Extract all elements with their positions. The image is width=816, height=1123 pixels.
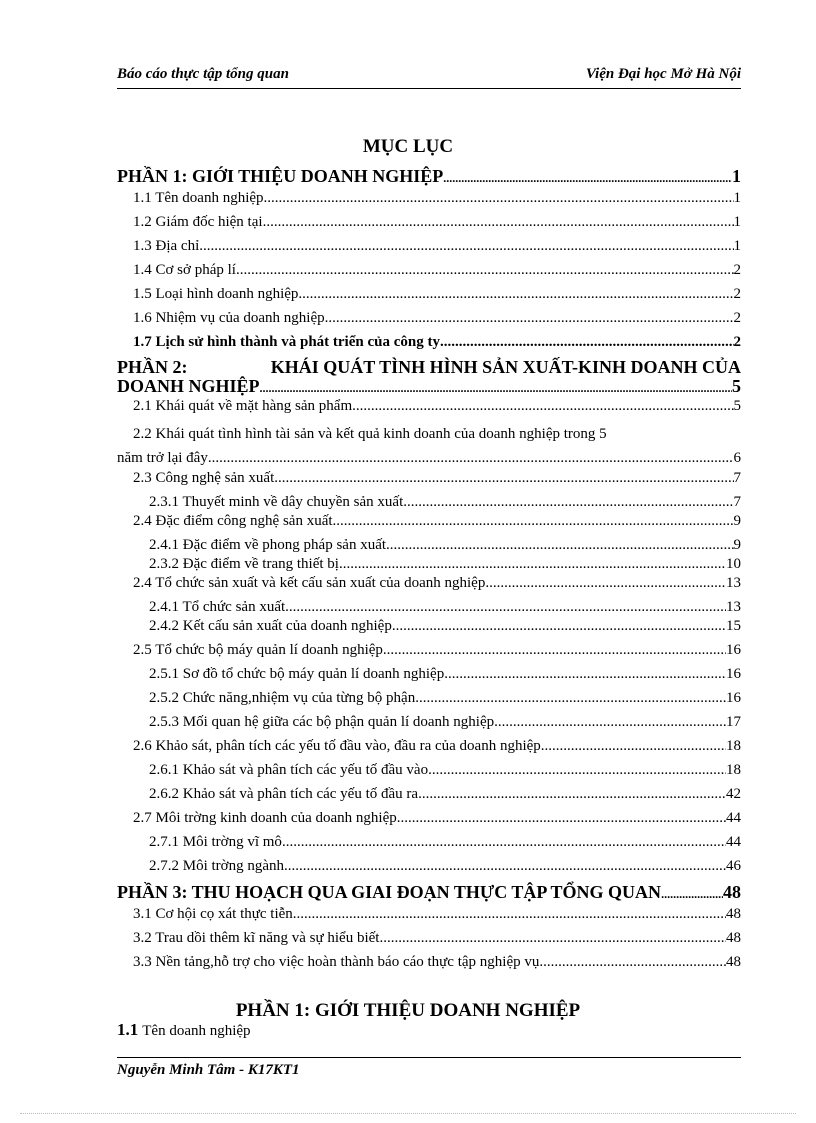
toc-item-2-6[interactable]: 2.6 Khảo sát, phân tích các yếu tố đầu vào, đầu ra của doanh nghiệp ..... 18: [117, 738, 741, 762]
section-heading: PHẦN 1: GIỚI THIỆU DOANH NGHIỆP: [235, 1000, 581, 1021]
toc-item-1-5[interactable]: 1.5 Loại hình doanh nghiệp ..... 2: [117, 286, 741, 310]
toc-item-2-5-2[interactable]: 2.5.2 Chức năng,nhiệm vụ của từng bộ phận ..... 16: [117, 690, 741, 714]
toc-item-2-6-1[interactable]: 2.6.1 Khảo sát và phân tích các yếu tố đầu vào ..... 18: [117, 762, 741, 786]
toc-item-2-4-1[interactable]: 2.4.1 Đặc điểm về phong pháp sản xuất ..... 9: [117, 537, 741, 556]
page-header: [117, 66, 741, 89]
toc-item-2-3-2[interactable]: 2.3.2 Đặc điểm về trang thiết bị ..... 10: [117, 556, 741, 575]
subsection-heading: [117, 1020, 251, 1040]
table-of-contents: [117, 166, 741, 978]
toc-item-2-7[interactable]: 2.7 Môi trờng kinh doanh của doanh nghiệp ..... 44: [117, 810, 741, 834]
toc-item-2-7-1[interactable]: 2.7.1 Môi trờng vĩ mô ..... 44: [117, 834, 741, 858]
subsection-text: Tên doanh nghiệp: [142, 1023, 251, 1039]
toc-item-2-4-2[interactable]: 2.4.2 Kết cấu sản xuất của doanh nghiệp ..... 15: [117, 618, 741, 642]
toc-item-2-6-2[interactable]: 2.6.2 Khảo sát và phân tích các yếu tố đầu ra ..... 42: [117, 786, 741, 810]
toc-item-2-5[interactable]: 2.5 Tổ chức bộ máy quản lí doanh nghiệp ..... 16: [117, 642, 741, 666]
toc-part-2[interactable]: PHẦN 2: KHÁI QUÁT TÌNH HÌNH SẢN XUẤT-KINH DOANH CỦA DOANH NGHIỆP ..... 5: [117, 358, 741, 398]
page-boundary: [20, 1113, 796, 1114]
toc-item-2-7-2[interactable]: 2.7.2 Môi trờng ngành ..... 46: [117, 858, 741, 882]
toc-item-2-2[interactable]: 2.2 Khái quát tình hình tài sản và kết quả kinh doanh của doanh nghiệp trong 5 năm trở lại đây ..... 6: [117, 422, 741, 470]
toc-part-1[interactable]: PHẦN 1: GIỚI THIỆU DOANH NGHIỆP ..... 1: [117, 166, 741, 190]
toc-item-1-7[interactable]: 1.7 Lịch sử hình thành và phát triển của công ty ..... 2: [117, 334, 741, 358]
toc-item-1-2[interactable]: 1.2 Giám đốc hiện tại ..... 1: [117, 214, 741, 238]
toc-item-2-3[interactable]: 2.3 Công nghệ sản xuất ..... 7: [117, 470, 741, 494]
toc-item-1-4[interactable]: 1.4 Cơ sở pháp lí ..... 2: [117, 262, 741, 286]
toc-item-2-5-1[interactable]: 2.5.1 Sơ đồ tổ chức bộ máy quản lí doanh nghiệp ..... 16: [117, 666, 741, 690]
toc-item-2-4[interactable]: 2.4 Đặc điểm công nghệ sản xuất ..... 9: [117, 513, 741, 537]
toc-item-3-1[interactable]: 3.1 Cơ hội cọ xát thực tiễn ..... 48: [117, 906, 741, 930]
toc-item-2-1[interactable]: 2.1 Khái quát về mặt hàng sản phẩm ..... 5: [117, 398, 741, 422]
toc-item-2-4b[interactable]: 2.4 Tổ chức sản xuất và kết cấu sản xuất của doanh nghiệp ..... 13: [117, 575, 741, 599]
toc-item-1-1[interactable]: 1.1 Tên doanh nghiệp ..... 1: [117, 190, 741, 214]
toc-title: MỤC LỤC: [362, 136, 454, 157]
toc-item-2-3-1[interactable]: 2.3.1 Thuyết minh về dây chuyền sản xuất ..... 7: [117, 494, 741, 513]
page-footer: Nguyễn Minh Tâm - K17KT1: [117, 1062, 300, 1078]
toc-item-2-4-1b[interactable]: 2.4.1 Tổ chức sản xuất ..... 13: [117, 599, 741, 618]
toc-item-1-3[interactable]: 1.3 Địa chỉ ..... 1: [117, 238, 741, 262]
toc-item-1-6[interactable]: 1.6 Nhiệm vụ của doanh nghiệp ..... 2: [117, 310, 741, 334]
toc-item-2-5-3[interactable]: 2.5.3 Mối quan hệ giữa các bộ phận quản lí doanh nghiệp ..... 17: [117, 714, 741, 738]
toc-item-3-2[interactable]: 3.2 Trau dồi thêm kĩ năng và sự hiểu biết ..... 48: [117, 930, 741, 954]
footer-rule: [117, 1057, 741, 1058]
header-right: Viện Đại học Mở Hà Nội: [585, 66, 741, 82]
header-left: Báo cáo thực tập tổng quan: [117, 66, 289, 82]
toc-part-3[interactable]: PHẦN 3: THU HOẠCH QUA GIAI ĐOẠN THỰC TẬP TỔNG QUAN ..... 48: [117, 882, 741, 906]
toc-item-3-3[interactable]: 3.3 Nền tảng,hỗ trợ cho việc hoàn thành báo cáo thực tập nghiệp vụ ..... 48: [117, 954, 741, 978]
subsection-number: 1.1: [117, 1020, 139, 1039]
